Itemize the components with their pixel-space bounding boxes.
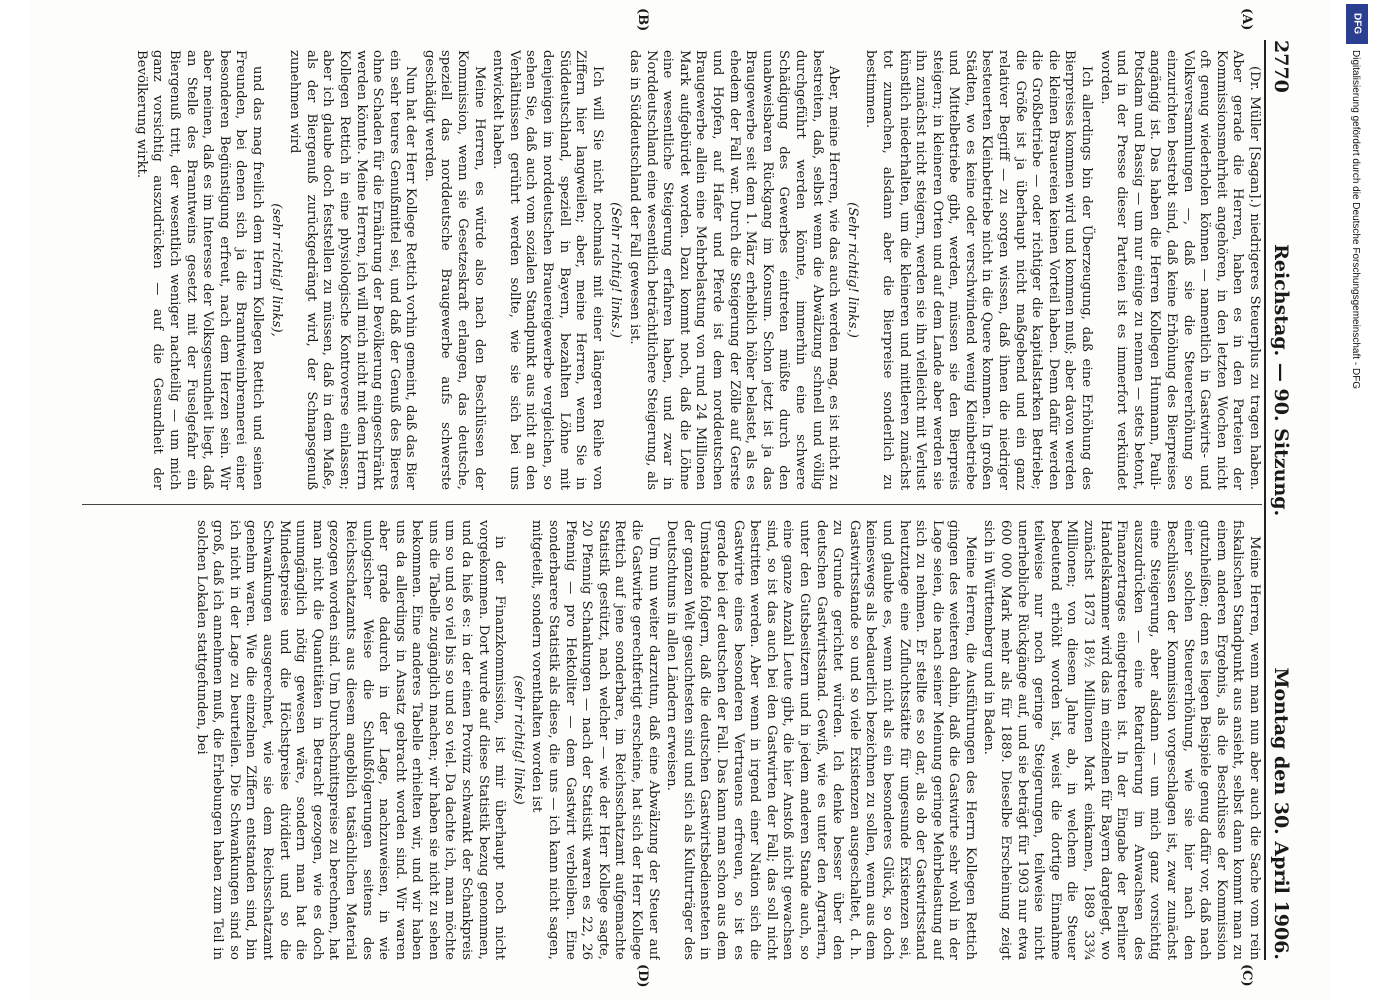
digitization-credit — [1348, 50, 1362, 670]
dfg-logo: DFG — [1346, 4, 1368, 44]
session-title: Reichstag. — 90. Sitzung. — [1270, 244, 1292, 517]
text-column-right — [62, 520, 1262, 960]
paragraph: Ich will Sie nicht nochmals mit einer längeren Reihe von Ziffern hier langweilen; aber, meine Herren, wenn Sie in Süddeutschland, speziell in Bayern, bezahlten Löhne mit denjenigen im norddeutschen Brauereigewerbe vergleichen, so sehen Sie, daß auch vom sozialen Standpunkt aus nicht an den Verhältnissen gerührt werden sollte, wie sie sich bei uns entwickelt haben. — [490, 50, 605, 490]
marker-a: (A) — [1239, 8, 1254, 31]
paragraph: und das mag freilich dem Herrn Kollegen Rettich und seinen Freunden, bei denen sich ja die Branntweinbrennerei einer besonderen Begünstigung erfreut, nach dem Herzen sein. Wir aber meinen, daß es im Interesse der Volksgesundheit liegt, daß an Stelle des Branntweins gesetzt mit der Fuselgefahr ein Biergenuß tritt, der wesentlich weniger nachteilig — um mich ganz vorsichtig auszudrücken — auf die Gesundheit der Bevölkerung wirkt. — [133, 50, 265, 490]
interjection: (Sehr richtig! links.) — [608, 202, 624, 338]
credit-text: Digitalisierung gefördert durch die Deutsche Forschungsgemeinschaft - DFG — [1350, 50, 1361, 390]
marker-c: (C) — [1239, 964, 1254, 987]
paragraph: Nun hat der Herr Kollege Rettich vorhin gemeint, daß das Bier ein sehr teures Genußmittel sei, und daß der Genuß des Bieres ohne Schaden für die Ernährung der Bevölkerung eingeschränkt werden könnte. Meine Herren, ich will mich nicht mit dem Herrn Kollegen Rettich in eine physiologische Kontroverse einlassen; aber ich glaube doch feststellen zu müssen, daß in dem Maße, als der Biergenuß zurückgedrängt wird, der Schnapsgenuß zunehmen wird — [287, 50, 419, 490]
document-page — [30, 0, 1330, 1000]
marker-d: (D) — [635, 964, 650, 988]
paragraph: Ich allerdings bin der Überzeugung, daß eine Erhöhung des Bierpreises kommen wird und kommen muß; aber davon werden die kleinen Brauereien keinen Vorteil haben. Denn dafür werden die Großbetriebe — oder richtiger die kapitalstarken Betriebe; die Größe ist ja überhaupt nicht maßgebend und ein ganz relativer Begriff — zu sorgen wissen, daß ihnen die niedriger besteuerten Kleinbetriebe nicht in die Quere kommen. In großen Städten, wo es keine oder verschwindend wenig Kleinbetriebe und Mittelbetriebe gibt, werden, müssen sie den Bierpreis steigern; in kleineren Orten und auf dem Lande aber werden sie ihn zunächst nicht steigern, werden sie ihn vielleicht mit Verlust künstlich niederhalten, um die kleineren und mittleren zunächst tot zumachen, alsdann aber die Bierpreise sonderlich zu bestimmen. — [863, 50, 1095, 490]
paragraph: Meine Herren, wenn man nun aber auch die Sache vom rein fiskalischen Standpunkt aus ansieht, selbst dann kommt man zu einem anderen Ergebnis, als die Beschlüsse der Kommission gutzuheißen; denn es liegen Beispiele genug dafür vor, daß nach einer solchen Steuererhöhung, wie sie hier nach den Beschlüssen der Kommission vorgeschlagen ist, zwar zunächst eine Steigerung, aber alsdann — um mich ganz vorsichtig auszudrücken — eine Retardierung im Anwachsen des Finanzertrages eingetreten ist. In der Eingabe der Berliner Handelskammer wird das im einzelnen für Bayern dargelegt, wo zunächst 1873 18½ Millionen Mark einkamen, 1889 33¾ Millionen; von diesem Jahre ab, in welchem die Steuer bedeutend erhöht worden ist, weist die dortige Einnahme teilweise nur noch geringe Steigerungen, teilweise nicht unerhebliche Rückgänge auf, und sie beträgt für 1903 nur etwa 600 000 Mark mehr als für 1889. Dieselbe Erscheinung zeigt sich in Württemberg und in Baden. — [981, 520, 1262, 960]
text-column-left — [62, 50, 1262, 490]
interjection: (sehr richtig! links) — [510, 675, 526, 805]
column-divider — [82, 504, 1262, 505]
paragraph: Meine Herren, die Ausführungen des Herrn Kollegen Rettich gingen des weiteren dahin, daß die Gastwirte sehr wohl in der Lage seien, die nach seiner Meinung geringe Mehrbelastung auf sich zu nehmen. Er stellte es so dar, als ob der Gastwirtsstand heutzutage eine Zufluchtsstätte für ungesunde Existenzen sei, und glaubte es, wenn nicht als ein besonderes Glück, so doch keineswegs als bedauerlich bezeichnen zu sollen, wenn aus dem Gastwirtsstande so und so viele Existenzen ausgeschaltet, d. h. zu Grunde gerichtet würden. Ich denke besser über den deutschen Gastwirtsstand. Gewiß, wie es unter den Agrariern, unter den Gutsbesitzern und in jedem anderen Stande auch, so eine ganze Anzahl Leute gibt, die hier Anstoß nicht gewachsen sind, so ist das auch bei den Gastwirten der Fall; das soll nicht bestritten werden. Aber wenn in irgend einer Nation sich die Gastwirte eines besonderen Vertrauens erfreuen, so ist es gerade bei der deutschen der Fall. Das kann man schon aus dem Umstande folgern, daß die deutschen Gastwirtsbediensteten in der ganzen Welt gesuchtesten sind und sich als Kulturträger des Deutschtums in allen Ländern erweisen. — [664, 520, 978, 960]
paragraph: (Dr. Müller [Sagan].) niedrigeres Steuerplus zu tragen haben. Aber gerade die Herren, haben es in den Parteien der Kommissionsmehrheit angehören, in den letzten Wochen nicht oft genug wiederholen können — namentlich in Gastwirts- und Volksversammlungen —, daß sie die Steuererhöhung so einzurichten bestrebt sind, daß keine Erhöhung des Bierpreises angängig ist. Das haben die Herren Kollegen Hunmann, Pauli-Potsdam und Bassig — um nur einige zu nennen — stets betont, und in der Presse dieser Parteien ist es immerfort verkündet worden. — [1097, 50, 1262, 490]
paragraph: Meine Herren, es würde also nach den Beschlüssen der Kommission, wenn sie Gesetzeskraft erlangen, das deutsche, speziell das norddeutsche Braugewerbe aufs schwerste geschädigt werden. — [421, 50, 487, 490]
paragraph: Um nun weiter darzutun, daß eine Abwälzung der Steuer auf die Gastwirte gerechtfertigt erscheine, hat sich der Herr Kollege Rettich auf jene sonderbare, im Reichsschatzamt aufgemachte Statistik gestützt, nach welcher — wie der Herr Kollege sagte, 20 Pfennig Schankungen — nach der Statistik waren es 22, 26 Pfennig — pro Hektoliter — dem Gastwirt verbleiben. Eine sonderbarere Statistik als diese, die uns — ich kann nicht sagen, mitgeteilt, sondern vorenthalten worden ist — [529, 520, 661, 960]
paragraph: Aber, meine Herren, wie das auch werden mag, es ist nicht zu bestreiten, daß, selbst wenn die Abwälzung schnell und völlig durchgeführt werden könnte, immerhin eine schwere Schädigung des Gewerbes eintreten müßte durch den unabweisbaren Rückgang im Konsum. Schon jetzt ist ja das Braugewerbe seit dem 1. März erheblich höher belastet, als es ehedem der Fall war. Durch die Steigerung der Zölle auf Gerste und Hopfen, auf Hafer und Pferde ist dem norddeutschen Braugewerbe allein eine Mehrbelastung von rund 24 Millionen Mark aufgebürdet worden. Dazu kommt noch, daß die Löhne eine wesentliche Steigerung erfahren haben, und zwar in Norddeutschland eine wesentlich beträchtlichere Steigerung, als das in Süddeutschland der Fall gewesen ist. — [627, 50, 842, 490]
interjection: (Sehr richtig! links.) — [844, 202, 860, 338]
page-number: 2770 — [1270, 40, 1292, 93]
page-header — [1264, 40, 1310, 960]
paragraph: in der Finanzkommission, ist mir überhaupt noch nicht vorgekommen. Dort wurde auf diese Statistik bezug genommen, und da hieß es: in der einen Provinz schwankt der Schankpreis um so und so viel bis so und so viel. Da dachte ich, man möchte uns die Tabelle zugänglich machen; wir haben sie nicht zu sehen bekommen. Eine anderes Tabelle erhielten wir, und wir haben uns da allerdings in Ansatz gebracht worden sind. Wir waren aber grade dadurch in der Lage, nachzuweisen, in wie unlogischer Weise die Schlußfolgerungen seitens des Reichsschatzamts aus diesem angeblich tatsächlichen Material gezogen worden sind. Um Durchschnittspreise zu berechnen, hat man nicht die Quantitäten in Betracht gezogen, wie es doch unumgänglich nötig gewesen wäre, sondern man hat die Mindestpreise und die Höchstpreise dividiert und so die Schwankungen ausgerechnet, wie sie dem Reichsschatzamt genehm waren. Wie die einzelnen Ziffern entstanden sind, bin ich nicht in der Lage zu beurteilen. Die Schwankungen sind so groß, daß ich annehmen muß, die Erhebungen haben zum Teil in solchen Lokalen stattgefunden, bei — [193, 520, 508, 960]
interjection: (sehr richtig! links), — [268, 203, 284, 337]
marker-b: (B) — [635, 8, 650, 32]
session-date: Montag den 30. April 1906. — [1270, 667, 1292, 960]
